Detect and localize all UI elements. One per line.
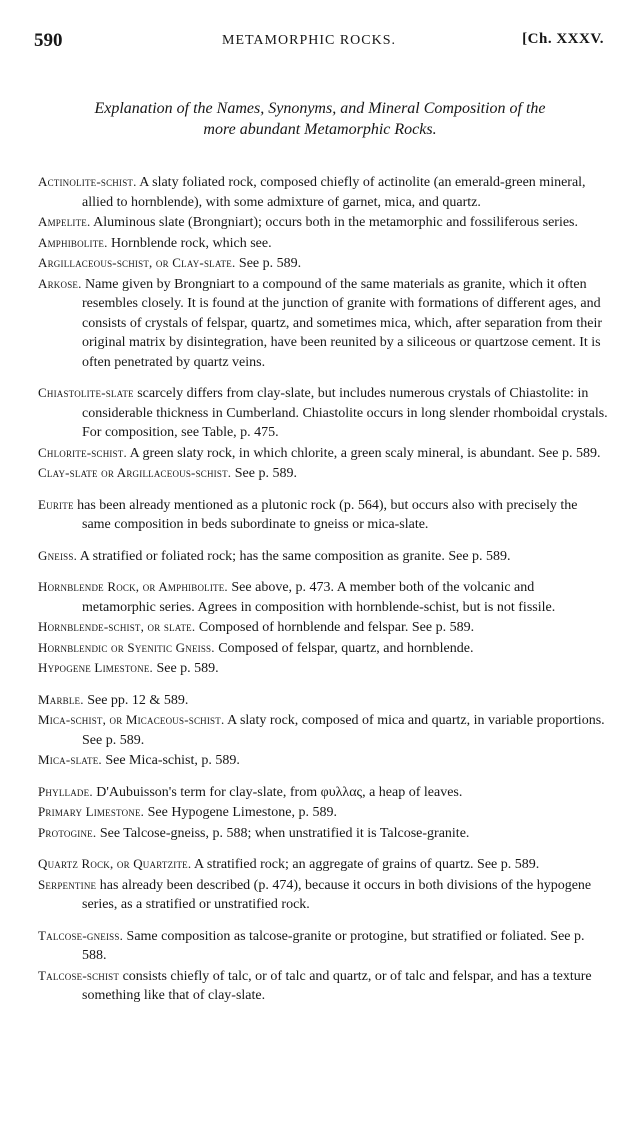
entry-term: Hypogene Limestone. bbox=[38, 660, 153, 675]
entry-marble bbox=[38, 690, 608, 711]
entry-protogine bbox=[38, 823, 608, 844]
entry-text: consists chiefly of talc, or of talc and quartz, or of talc and felspar, and has a texture something like that of clay-slate. bbox=[82, 968, 592, 1003]
entry-mica-schist bbox=[38, 710, 608, 750]
title-line-1: Explanation of the Names, Synonyms, and Mineral Composition of the bbox=[94, 100, 546, 117]
entry-term: Actinolite-schist. bbox=[38, 174, 137, 189]
entry-term: Mica-schist, or Micaceous-schist. bbox=[38, 712, 225, 727]
entry-term: Protogine. bbox=[38, 824, 97, 840]
entry-argillaceous-schist bbox=[38, 253, 608, 274]
entry-term: Clay-slate or Argillaceous-schist. bbox=[38, 465, 232, 480]
entry-phyllade bbox=[38, 782, 608, 803]
entry-chlorite-schist bbox=[38, 443, 608, 464]
entry-text: scarcely differs from clay-slate, but includes numerous crystals of Chiastolite: in considerable thickness in Cumberland. Chiastolite occurs in long slender rhomboidal crystals. For composition, see Table, p. 475. bbox=[82, 386, 608, 440]
entry-term: Hornblendic or Syenitic Gneiss. bbox=[38, 639, 215, 655]
entry-text: A slaty foliated rock, composed chiefly of actinolite (an emerald-green mineral, allied to hornblende), with some admixture of garnet, mica, and quartz. bbox=[82, 175, 586, 210]
title-line-2: more abundant Metamorphic Rocks. bbox=[203, 121, 437, 138]
entry-clay-slate bbox=[38, 463, 608, 484]
entry-text: See Mica-schist, p. 589. bbox=[101, 753, 240, 768]
entry-text: Aluminous slate (Brongniart); occurs both in the metamorphic and fossiliferous series. bbox=[90, 215, 579, 230]
entry-quartz-rock bbox=[38, 854, 608, 875]
entry-term: Marble. bbox=[38, 691, 84, 707]
entry-text: See p. 589. bbox=[235, 256, 302, 271]
entry-term: Hornblende Rock, or Amphibolite. bbox=[38, 579, 228, 594]
entry-term: Hornblende-schist, or slate. bbox=[38, 619, 196, 634]
entry-term: Eurite bbox=[38, 496, 74, 512]
entry-term: Serpentine bbox=[38, 876, 97, 892]
entry-text: A stratified or foliated rock; has the same composition as granite. See p. 589. bbox=[77, 548, 511, 564]
entry-text: Composed of felspar, quartz, and hornblende. bbox=[214, 640, 474, 656]
section-title bbox=[20, 98, 620, 140]
entry-chiastolite-slate bbox=[38, 383, 608, 443]
entry-talcose-gneiss bbox=[38, 926, 608, 966]
entry-amphibolite bbox=[38, 233, 608, 254]
entry-serpentine bbox=[38, 875, 608, 915]
entry-actinolite-schist bbox=[38, 172, 608, 212]
entry-text: See Talcose-gneiss, p. 588; when unstratified it is Talcose-granite. bbox=[96, 825, 470, 841]
entry-hypogene-limestone bbox=[38, 658, 608, 679]
entry-talcose-schist bbox=[38, 966, 608, 1006]
entry-mica-slate bbox=[38, 750, 608, 771]
entry-term: Phyllade. bbox=[38, 783, 93, 799]
page-header bbox=[34, 30, 604, 54]
entry-text: A green slaty rock, in which chlorite, a green scaly mineral, is abundant. See p. 589. bbox=[126, 445, 601, 461]
entry-term: Quartz Rock, or Quartzite. bbox=[38, 856, 192, 871]
entry-text: See pp. 12 & 589. bbox=[83, 692, 189, 708]
entry-text: D'Aubuisson's term for clay-slate, from φυλλας, a heap of leaves. bbox=[92, 784, 463, 800]
entry-gneiss bbox=[38, 546, 608, 567]
entry-term: Chiastolite-slate bbox=[38, 385, 134, 400]
entry-term: Arkose. bbox=[38, 275, 82, 291]
entry-term: Amphibolite. bbox=[38, 234, 108, 250]
entry-term: Mica-slate. bbox=[38, 752, 102, 767]
entry-text: has already been described (p. 474), because it occurs in both divisions of the hypogene series, as a stratified or unstratified rock. bbox=[82, 877, 592, 912]
entry-text: See above, p. 473. A member both of the volcanic and metamorphic series. Agrees in composition with hornblende-schist, but is not fissile. bbox=[82, 580, 556, 615]
entry-text: See Hypogene Limestone, p. 589. bbox=[144, 805, 337, 820]
entry-text: A slaty rock, composed of mica and quartz, in variable proportions. See p. 589. bbox=[82, 713, 605, 748]
entry-text: See p. 589. bbox=[231, 466, 297, 481]
entry-hornblende-schist bbox=[38, 617, 608, 638]
entry-term: Primary Limestone. bbox=[38, 804, 145, 819]
entry-text: Composed of hornblende and felspar. See p. 589. bbox=[195, 620, 475, 635]
entry-primary-limestone bbox=[38, 802, 608, 823]
entry-text: A stratified rock; an aggregate of grains of quartz. See p. 589. bbox=[191, 857, 540, 872]
entry-text: Same composition as talcose-granite or protogine, but stratified or foliated. See p. 588. bbox=[82, 928, 585, 963]
entry-text: See p. 589. bbox=[152, 661, 219, 676]
entry-hornblende-rock bbox=[38, 577, 608, 617]
entry-term: Gneiss. bbox=[38, 547, 78, 563]
entry-hornblendic-gneiss bbox=[38, 638, 608, 659]
page-number: 590 bbox=[34, 30, 63, 51]
entry-ampelite bbox=[38, 212, 608, 233]
entry-term: Ampelite. bbox=[38, 214, 91, 229]
entry-text: has been already mentioned as a plutonic rock (p. 564), but occurs also with precisely the same composition in beds subordinate to gneiss or mica-slate. bbox=[73, 497, 578, 532]
entry-eurite bbox=[38, 495, 608, 535]
entry-term: Chlorite-schist. bbox=[38, 444, 127, 460]
entry-arkose bbox=[38, 274, 608, 373]
entry-term: Talcose-gneiss. bbox=[38, 927, 124, 943]
entry-term: Talcose-schist bbox=[38, 967, 120, 983]
entry-text: Name given by Brongniart to a compound of the same materials as granite, which it often resembles closely. It is found at the junction of granite with formations of different ages, and consists of crystals of felspar, quartz, and sometimes mica, which, after separation from their original matrix by disintegration, have been reunited by a siliceous or quartzose cement. It is often penetrated by quartz veins. bbox=[81, 276, 602, 370]
chapter-label: [Ch. XXXV. bbox=[522, 31, 604, 47]
entry-term: Argillaceous-schist, or Clay-slate. bbox=[38, 255, 236, 270]
entry-text: Hornblende rock, which see. bbox=[107, 235, 272, 251]
running-title: METAMORPHIC ROCKS. bbox=[222, 33, 397, 48]
glossary bbox=[38, 172, 608, 1006]
